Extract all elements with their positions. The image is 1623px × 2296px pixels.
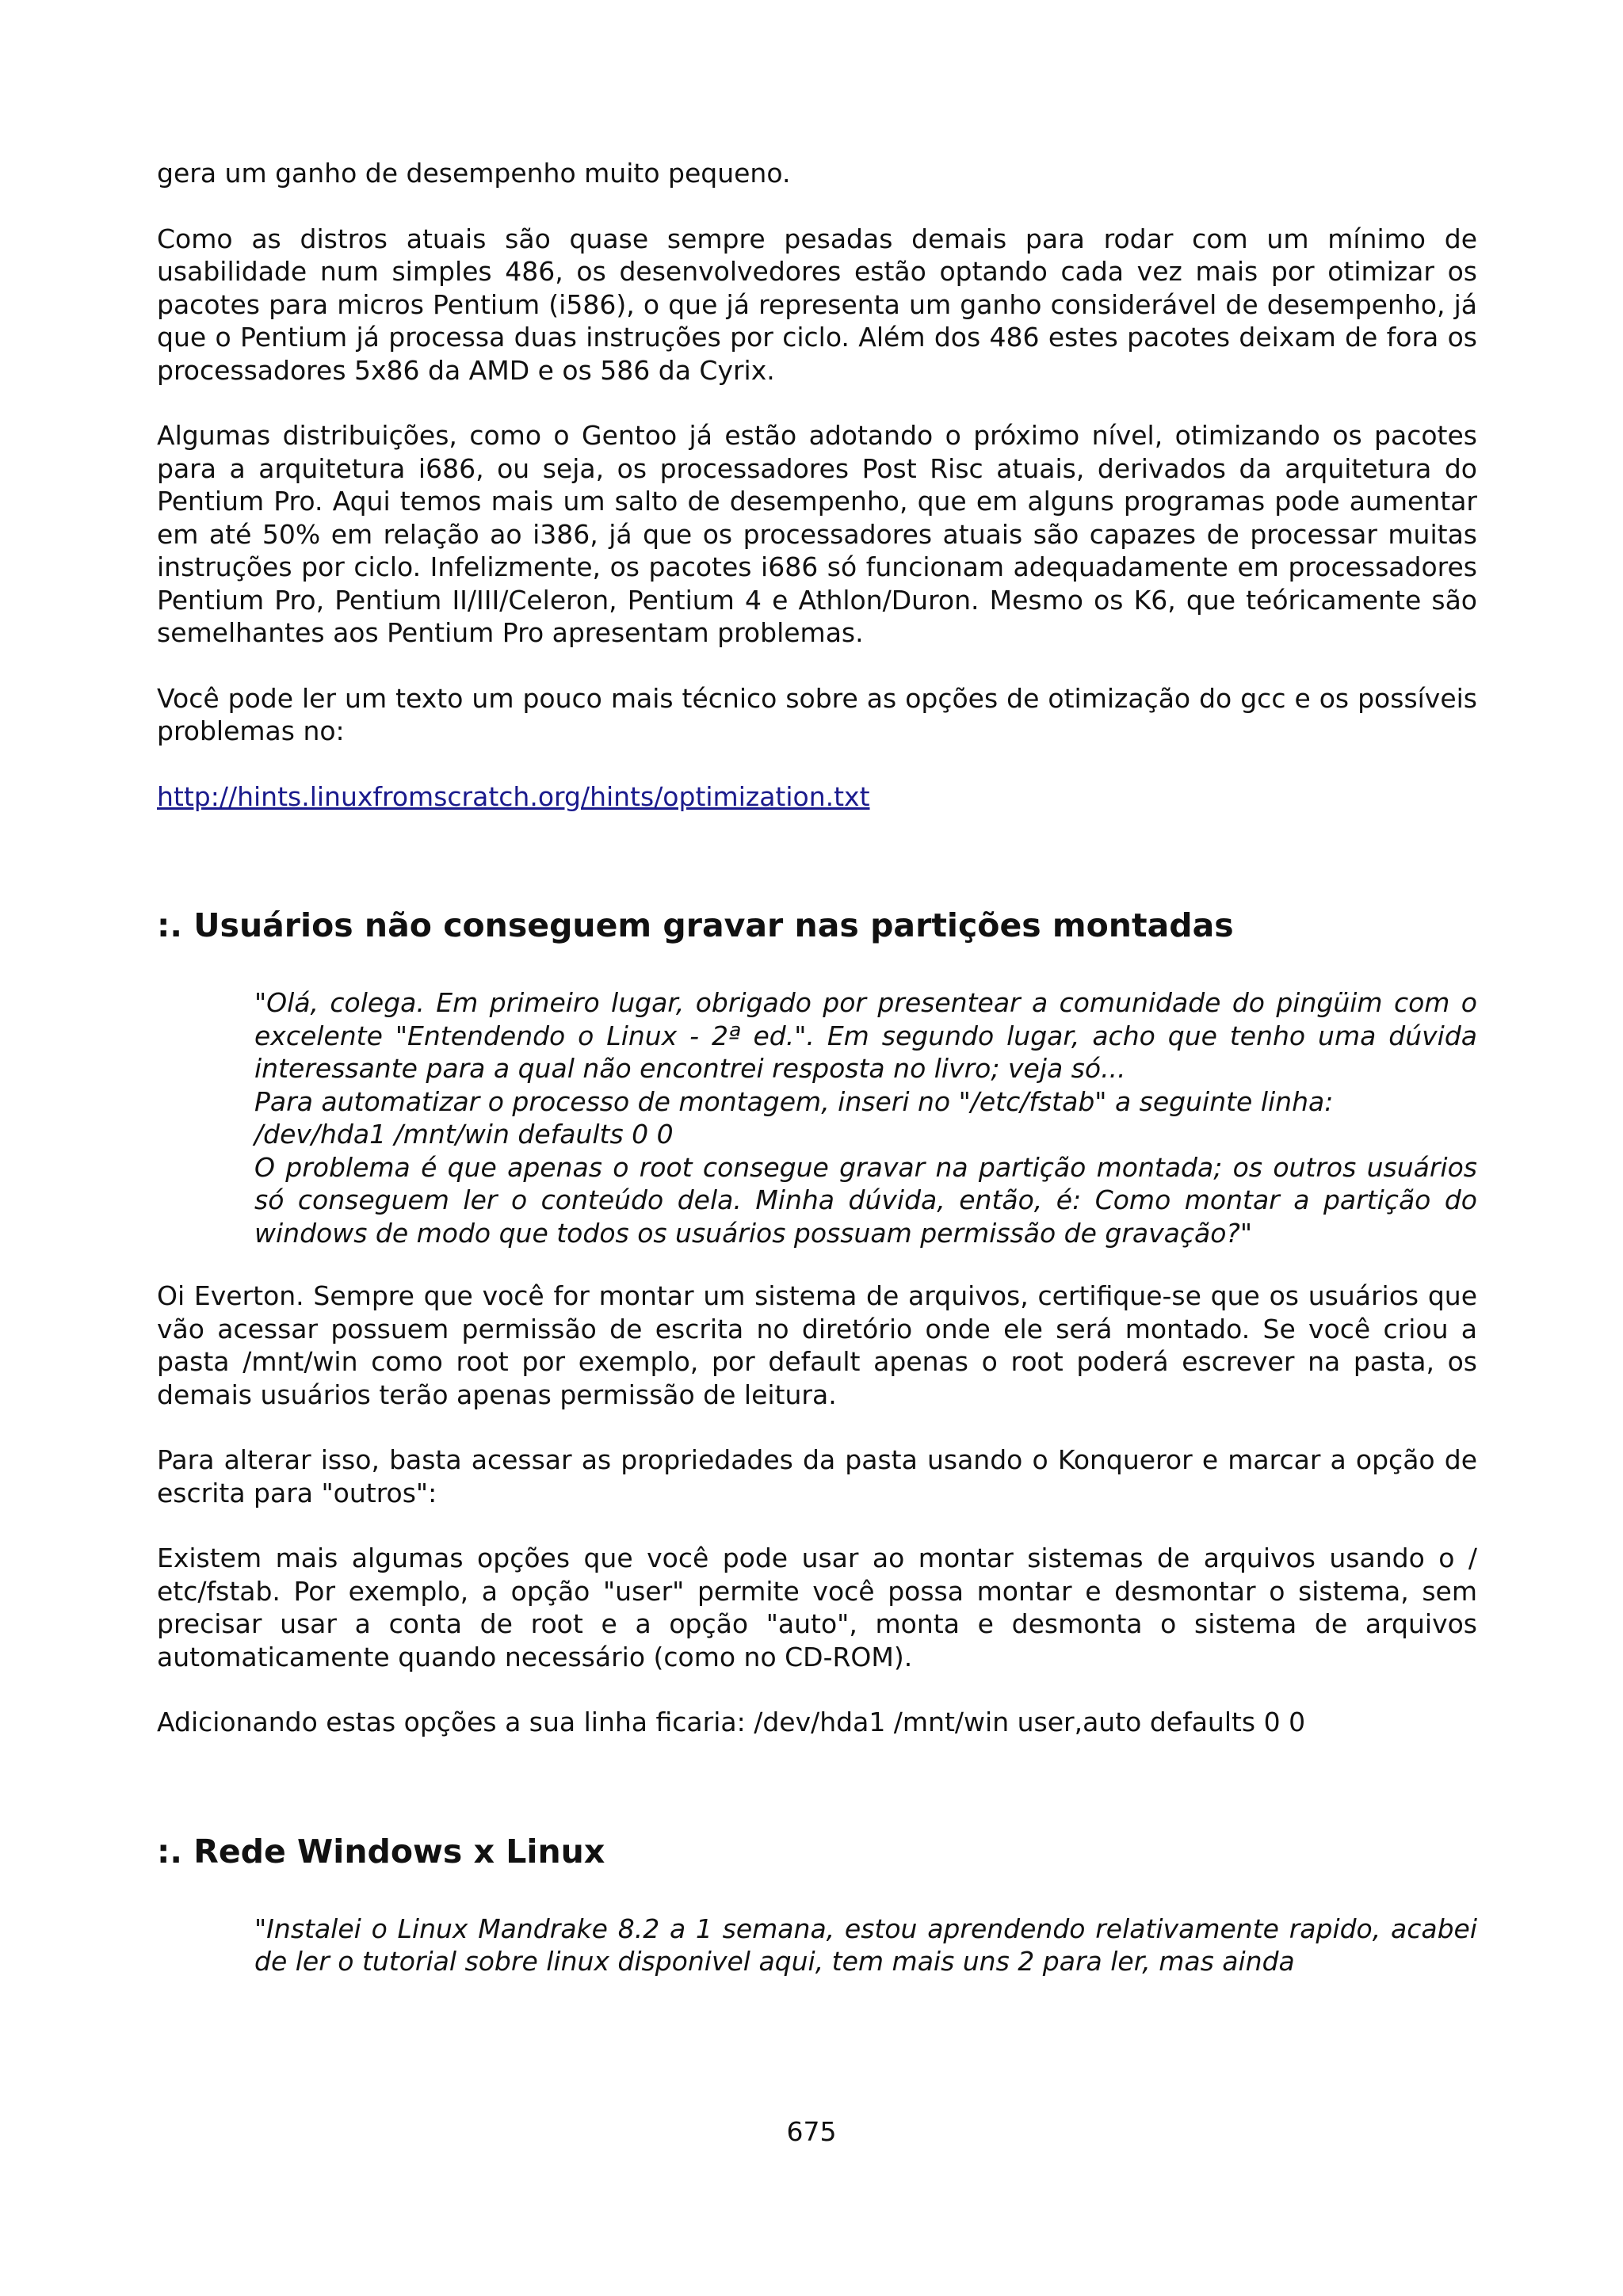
section-heading: :. Rede Windows x Linux: [157, 1832, 605, 1871]
paragraph: Você pode ler um texto um pouco mais técnico sobre as opções de otimização do gcc e os possíveis problemas no:: [157, 682, 1477, 746]
spacer: [157, 1772, 1477, 1832]
quote-line: "Olá, colega. Em primeiro lugar, obrigado por presentear a comunidade do pingüim com o excelente "Entendendo o Linux - 2ª ed.". Em segundo lugar, acho que tenho uma dúvida interessante para a qual não encontrei resposta no livro; veja só...: [254, 987, 1477, 1084]
paragraph: Como as distros atuais são quase sempre pesadas demais para rodar com um mínimo de usabilidade num simples 486, os desenvolvedores estão optando cada vez mais por otimizar os pacotes para micros Pentium (i586), o que já representa um ganho considerável de desempenho, já que o Pentium já processa duas instruções por ciclo. Além dos 486 estes pacotes deixam de fora os processadores 5x86 da AMD e os 586 da Cyrix.: [157, 223, 1477, 386]
quote-line: "Instalei o Linux Mandrake 8.2 a 1 semana, estou aprendendo relativamente rapido, acabei de ler o tutorial sobre linux disponivel aqui, tem mais uns 2 para ler, mas ainda: [254, 1913, 1477, 1977]
reader-question-quote: [254, 986, 1477, 1249]
paragraph: Adicionando estas opções a sua linha ficaria: /dev/hda1 /mnt/win user,auto defaults 0 0: [157, 1707, 1306, 1737]
paragraph: Para alterar isso, basta acessar as propriedades da pasta usando o Konqueror e marcar a opção de escrita para "outros":: [157, 1444, 1477, 1508]
quote-line: Para automatizar o processo de montagem, inseri no "/etc/fstab" a seguinte linha:: [254, 1085, 1334, 1117]
paragraph: Oi Everton. Sempre que você for montar um sistema de arquivos, certifique-se que os usuários que vão acessar possuem permissão de escrita no diretório onde ele será montado. Se você criou a pasta /mnt/win como root por exemplo, por default apenas o root poderá escrever na pasta, os demais usuários terão apenas permissão de leitura.: [157, 1280, 1477, 1410]
spacer: [157, 1871, 1477, 1913]
reader-question-quote: [254, 1913, 1477, 1978]
spacer: [157, 845, 1477, 906]
quote-line: /dev/hda1 /mnt/win defaults 0 0: [254, 1119, 674, 1150]
paragraph: gera um ganho de desempenho muito pequeno.: [157, 158, 791, 189]
section-heading: :. Usuários não conseguem gravar nas partições montadas: [157, 906, 1234, 944]
page-number: 675: [786, 2116, 837, 2147]
quote-line: O problema é que apenas o root consegue gravar na partição montada; os outros usuários só conseguem ler o conteúdo dela. Minha dúvida, então, é: Como montar a partição do windows de modo que todos os usuários possuam permissão de gravação?": [254, 1151, 1477, 1249]
paragraph: Algumas distribuições, como o Gentoo já estão adotando o próximo nível, otimizando os pacotes para a arquitetura i686, ou seja, os processadores Post Risc atuais, derivados da arquitetura do Pentium Pro. Aqui temos mais um salto de desempenho, que em alguns programas pode aumentar em até 50% em relação ao i386, já que os processadores atuais são capazes de processar muitas instruções por ciclo. Infelizmente, os pacotes i686 só funcionam adequadamente em processadores Pentium Pro, Pentium II/III/Celeron, Pentium 4 e Athlon/Duron. Mesmo os K6, que teóricamente são semelhantes aos Pentium Pro apresentam problemas.: [157, 420, 1477, 648]
paragraph: Existem mais algumas opções que você pode usar ao montar sistemas de arquivos usando o / etc/fstab. Por exemplo, a opção "user" permite você possa montar e desmontar o sistema, sem precisar usar a conta de root e a opção "auto", monta e desmonta o sistema de arquivos automaticamente quando necessário (como no CD-ROM).: [157, 1543, 1477, 1672]
optimization-hint-link[interactable]: http://hints.linuxfromscratch.org/hints/optimization.txt: [157, 780, 870, 812]
page-content: [157, 157, 1477, 1978]
spacer: [157, 945, 1477, 986]
